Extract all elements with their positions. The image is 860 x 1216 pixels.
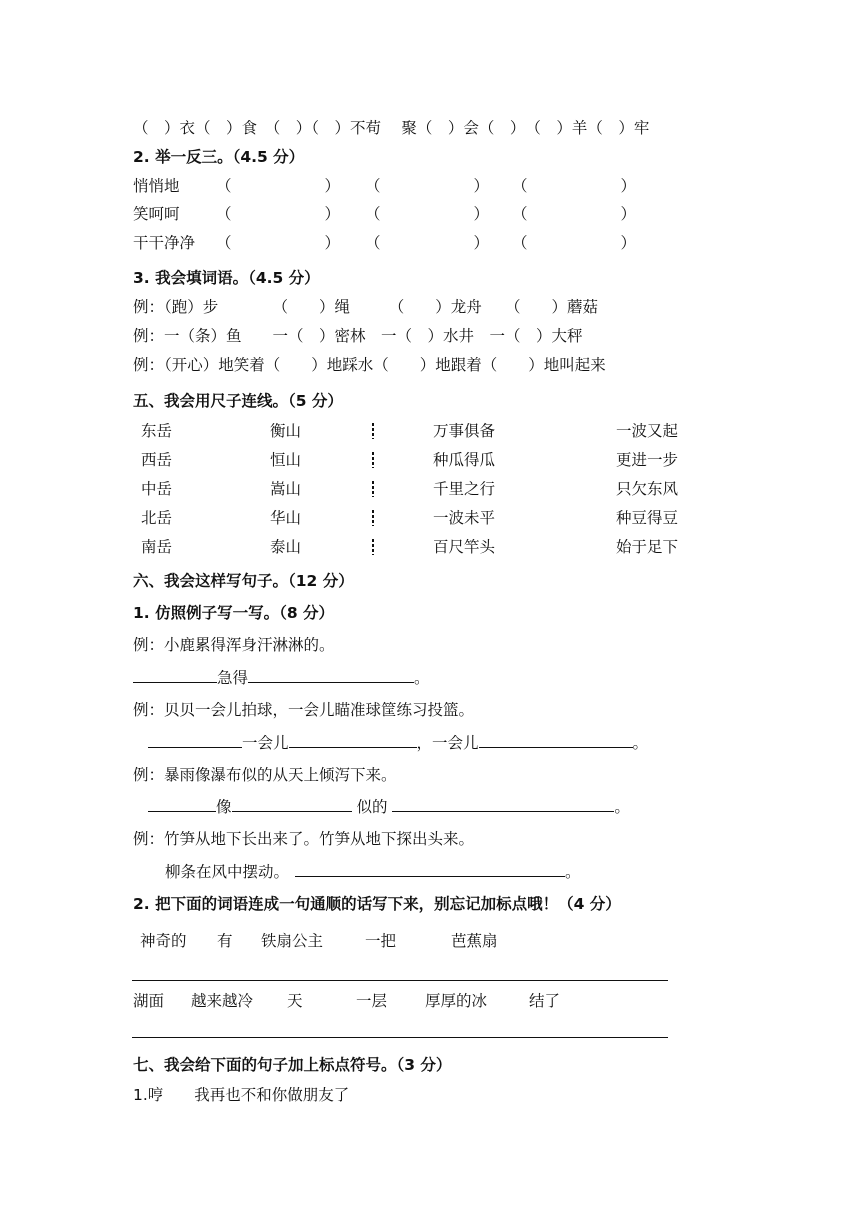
word-chip: 一把 bbox=[365, 932, 397, 950]
section6-title: 六、我会这样写句子。（12 分） bbox=[133, 572, 354, 590]
period: 。 bbox=[614, 798, 630, 816]
example-sentence: 例：暴雨像瀑布似的从天上倾泻下来。 bbox=[133, 766, 397, 784]
q3-row: 例：（开心）地笑着（ ）地踩水（ ）地跟着（ ）地叫起来 bbox=[133, 356, 606, 374]
period: 。 bbox=[565, 863, 581, 881]
col1-item: 中岳 bbox=[141, 480, 173, 498]
q3-row: 例：一（条）鱼 一（ ）密林 一（ ）水井 一（ ）大秤 bbox=[133, 327, 583, 345]
divider-dash bbox=[372, 423, 374, 439]
divider-dash bbox=[372, 452, 374, 468]
q3-title: 3. 我会填词语。（4.5 分） bbox=[133, 269, 320, 287]
q2-blank: （ ） bbox=[365, 177, 490, 195]
prompt-word: 一会儿 bbox=[242, 734, 289, 752]
q2-blank: （ ） bbox=[365, 205, 490, 223]
prompt-word: 急得 bbox=[217, 669, 249, 687]
col2-item: 嵩山 bbox=[270, 480, 302, 498]
answer-line[interactable] bbox=[132, 980, 668, 981]
q2-blank: （ ） bbox=[365, 234, 490, 252]
col3-item: 万事俱备 bbox=[433, 422, 496, 440]
q2-blank: （ ） bbox=[512, 177, 637, 195]
col1-item: 北岳 bbox=[141, 509, 173, 527]
divider-dash bbox=[372, 481, 374, 497]
punctuation-question: 1.哼 我再也不和你做朋友了 bbox=[133, 1086, 350, 1104]
word-chip: 铁扇公主 bbox=[261, 932, 324, 950]
q2-word: 干干净净 bbox=[133, 234, 196, 252]
q2-blank: （ ） bbox=[216, 234, 341, 252]
col4-item: 更进一步 bbox=[616, 451, 679, 469]
q2-blank: （ ） bbox=[512, 205, 637, 223]
fill-line bbox=[165, 861, 581, 882]
divider-dash bbox=[372, 510, 374, 526]
prompt-word: 似的 bbox=[356, 798, 388, 816]
col3-item: 种瓜得瓜 bbox=[433, 451, 496, 469]
col3-item: 百尺竿头 bbox=[433, 538, 496, 556]
s6-q2-title: 2. 把下面的词语连成一句通顺的话写下来，别忘记加标点哦！（4 分） bbox=[133, 895, 621, 913]
divider-dash bbox=[372, 539, 374, 555]
period: 。 bbox=[632, 734, 649, 752]
col4-item: 始于足下 bbox=[616, 538, 679, 556]
col2-item: 恒山 bbox=[270, 451, 302, 469]
example-sentence: 例：竹笋从地下长出来了。竹笋从地下探出头来。 bbox=[133, 830, 475, 848]
word-chip: 天 bbox=[287, 992, 303, 1010]
period: 。 bbox=[414, 669, 430, 687]
q2-word: 悄悄地 bbox=[133, 177, 180, 195]
col3-item: 一波未平 bbox=[433, 509, 496, 527]
answer-blank[interactable] bbox=[133, 667, 217, 683]
col4-item: 种豆得豆 bbox=[616, 509, 679, 527]
fill-line bbox=[148, 732, 648, 753]
word-chip: 神奇的 bbox=[140, 932, 187, 950]
word-chip: 一层 bbox=[356, 992, 388, 1010]
fill-line bbox=[133, 667, 430, 688]
answer-blank[interactable] bbox=[248, 667, 414, 683]
q3-row: 例：（跑）步 （ ）绳 （ ）龙舟 （ ）蘑菇 bbox=[133, 298, 599, 316]
example-sentence: 例：贝贝一会儿拍球，一会儿瞄准球筐练习投篮。 bbox=[133, 701, 475, 719]
word-chip: 芭蕉扇 bbox=[451, 932, 498, 950]
answer-blank[interactable] bbox=[148, 796, 216, 812]
word-chip: 厚厚的冰 bbox=[425, 992, 488, 1010]
section5-title: 五、我会用尺子连线。（5 分） bbox=[133, 392, 343, 410]
col1-item: 西岳 bbox=[141, 451, 173, 469]
col4-item: 只欠东风 bbox=[616, 480, 679, 498]
answer-blank[interactable] bbox=[392, 796, 614, 812]
fill-line bbox=[148, 796, 630, 817]
q2-blank: （ ） bbox=[216, 205, 341, 223]
col1-item: 东岳 bbox=[141, 422, 173, 440]
word-chip: 越来越冷 bbox=[191, 992, 254, 1010]
q2-blank: （ ） bbox=[216, 177, 341, 195]
example-sentence: 例：小鹿累得浑身汗淋淋的。 bbox=[133, 636, 335, 654]
answer-line[interactable] bbox=[132, 1037, 668, 1038]
col2-item: 华山 bbox=[270, 509, 302, 527]
col1-item: 南岳 bbox=[141, 538, 173, 556]
prompt-word: ，一会儿 bbox=[416, 734, 479, 752]
prompt-word: 柳条在风中摆动。 bbox=[165, 863, 290, 881]
word-chip: 结了 bbox=[529, 992, 561, 1010]
col2-item: 衡山 bbox=[270, 422, 302, 440]
q2-word: 笑呵呵 bbox=[133, 205, 180, 223]
answer-blank[interactable] bbox=[148, 732, 242, 748]
answer-blank[interactable] bbox=[232, 796, 352, 812]
prompt-word: 像 bbox=[216, 798, 232, 816]
q2-blank: （ ） bbox=[512, 234, 637, 252]
s6-q1-title: 1. 仿照例子写一写。（8 分） bbox=[133, 604, 335, 622]
answer-blank[interactable] bbox=[289, 732, 417, 748]
word-chip: 湖面 bbox=[133, 992, 165, 1010]
col3-item: 千里之行 bbox=[433, 480, 496, 498]
answer-blank[interactable] bbox=[479, 732, 633, 748]
col4-item: 一波又起 bbox=[616, 422, 679, 440]
idiom-fill-row: （ ）衣（ ）食 （ ）（ ）不苟 聚（ ）会（ ） （ ）羊（ ）牢 bbox=[133, 119, 650, 137]
col2-item: 泰山 bbox=[270, 538, 302, 556]
section7-title: 七、我会给下面的句子加上标点符号。（3 分） bbox=[133, 1056, 452, 1074]
q2-title: 2. 举一反三。（4.5 分） bbox=[133, 148, 305, 166]
word-chip: 有 bbox=[217, 932, 233, 950]
answer-blank[interactable] bbox=[295, 861, 565, 877]
